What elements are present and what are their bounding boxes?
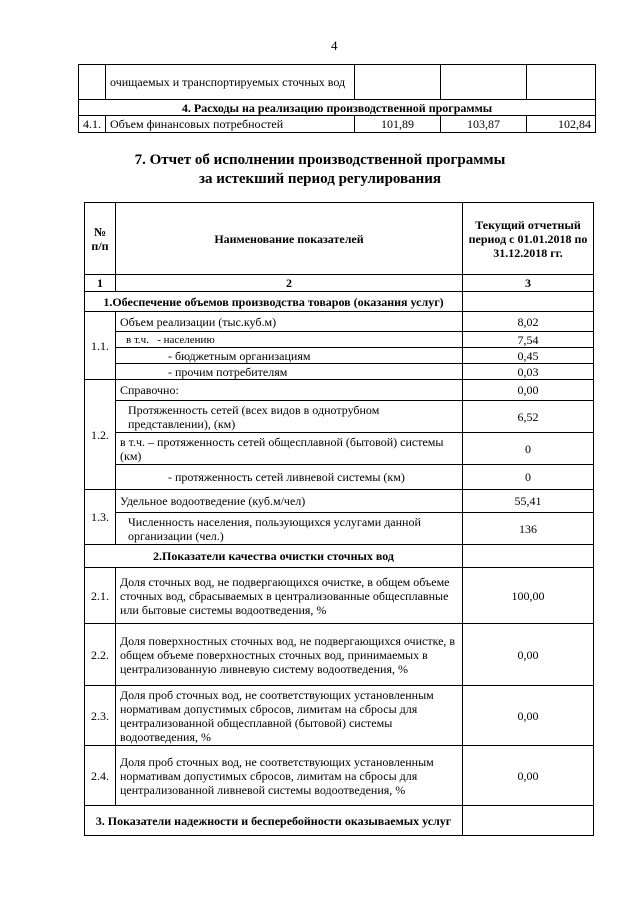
row-4-1-v1: 101,89 <box>355 116 441 133</box>
top-table <box>78 64 596 133</box>
row-1-1-c-name: - бюджетным организациям <box>116 348 463 364</box>
section4-title: 4. Расходы на реализацию производственной программы <box>79 100 596 116</box>
row-1-1-num: 1.1. <box>85 312 116 380</box>
row-2-2-val: 0,00 <box>463 624 594 686</box>
report-table <box>84 202 594 836</box>
row-1-1-b-name: в т.ч. - населению <box>116 332 463 348</box>
row-4-1-num: 4.1. <box>79 116 106 133</box>
row-1-2-b-val: 6,52 <box>463 401 594 433</box>
row-1-2-c-name: в т.ч. – протяженность сетей общесплавной (бытовой) системы (км) <box>116 433 463 465</box>
row-2-3-num: 2.3. <box>85 686 116 746</box>
header-name: Наименование показателей <box>116 203 463 275</box>
row-4-1-v3: 102,84 <box>527 116 596 133</box>
row-1-2-a-name: Справочно: <box>116 380 463 401</box>
colnum-3: 3 <box>463 275 594 292</box>
row-1-1-a-val: 8,02 <box>463 312 594 332</box>
row-1-1-d-name: - прочим потребителям <box>116 364 463 380</box>
row-2-1-num: 2.1. <box>85 568 116 624</box>
row-2-3-name: Доля проб сточных вод, не соответствующих установленным нормативам допустимых сбросов, лимитам на сбросы для централизованной общесплавной (бытовой) системы водоотведения, % <box>116 686 463 746</box>
top-cont-text: очищаемых и транспортируемых сточных вод <box>106 65 355 100</box>
row-1-3-b-val: 136 <box>463 513 594 545</box>
row-1-3-a-val: 55,41 <box>463 490 594 513</box>
row-1-3-num: 1.3. <box>85 490 116 545</box>
section1-title: 1.Обеспечение объемов производства товаров (оказания услуг) <box>85 292 463 312</box>
row-2-1-val: 100,00 <box>463 568 594 624</box>
row-2-2-num: 2.2. <box>85 624 116 686</box>
top-cont-num <box>79 65 106 100</box>
header-num: № п/п <box>85 203 116 275</box>
section2-title: 2.Показатели качества очистки сточных вод <box>85 545 463 568</box>
row-1-1-a-name: Объем реализации (тыс.куб.м) <box>116 312 463 332</box>
row-1-1-c-val: 0,45 <box>463 348 594 364</box>
row-1-2-c-val: 0 <box>463 433 594 465</box>
row-1-3-a-name: Удельное водоотведение (куб.м/чел) <box>116 490 463 513</box>
row-2-4-val: 0,00 <box>463 746 594 806</box>
row-1-2-d-name: - протяженность сетей ливневой системы (км) <box>116 465 463 490</box>
row-2-3-val: 0,00 <box>463 686 594 746</box>
row-1-2-b-name: Протяженность сетей (всех видов в однотрубном представлении), (км) <box>116 401 463 433</box>
section3-title: 3. Показатели надежности и бесперебойности оказываемых услуг <box>85 806 463 836</box>
row-4-1-name: Объем финансовых потребностей <box>106 116 355 133</box>
row-1-1-d-val: 0,03 <box>463 364 594 380</box>
colnum-2: 2 <box>116 275 463 292</box>
row-1-1-b-val: 7,54 <box>463 332 594 348</box>
page-number: 4 <box>331 38 338 53</box>
row-1-2-a-val: 0,00 <box>463 380 594 401</box>
row-1-3-b-name: Численность населения, пользующихся услугами данной организации (чел.) <box>116 513 463 545</box>
row-1-2-num: 1.2. <box>85 380 116 490</box>
row-2-2-name: Доля поверхностных сточных вод, не подвергающихся очистке, в общем объеме поверхностных сточных вод, принимаемых в централизованную ливневую систему водоотведения, % <box>116 624 463 686</box>
row-2-4-name: Доля проб сточных вод, не соответствующих установленным нормативам допустимых сбросов, лимитам на сбросы для централизованной ливневой системы водоотведения, % <box>116 746 463 806</box>
section7-title: 7. Отчет об исполнении производственной программы за истекший период регулирования <box>134 152 506 187</box>
colnum-1: 1 <box>85 275 116 292</box>
row-4-1-v2: 103,87 <box>441 116 527 133</box>
row-2-4-num: 2.4. <box>85 746 116 806</box>
header-period: Текущий отчетный период с 01.01.2018 по 31.12.2018 гг. <box>463 203 594 275</box>
row-2-1-name: Доля сточных вод, не подвергающихся очистке, в общем объеме сточных вод, сбрасываемых в централизованные общесплавные или бытовые системы водоотведения, % <box>116 568 463 624</box>
row-1-2-d-val: 0 <box>463 465 594 490</box>
